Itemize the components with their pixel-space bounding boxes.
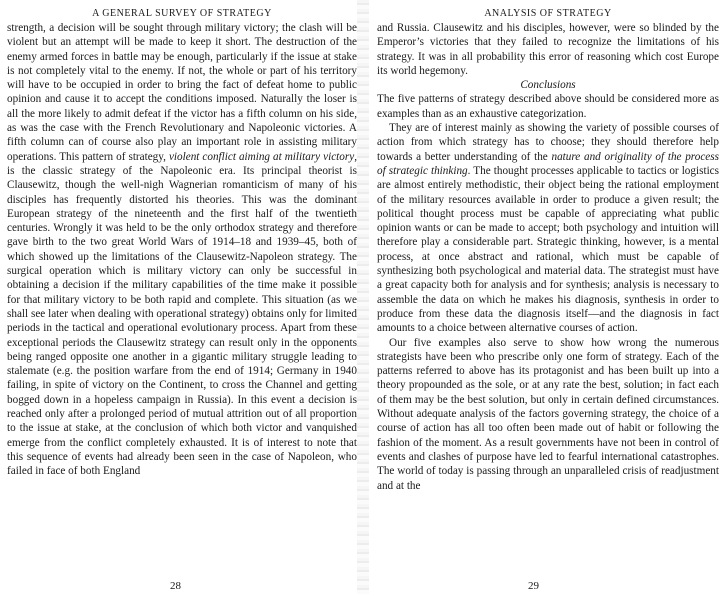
text-segment: The five patterns of strategy described above should be considered more as examples than as an exhaustive categorization. [377, 93, 719, 120]
left-page-number: 28 [170, 580, 181, 592]
text-segment: . The thought processes applicable to tactics or logistics are almost entirely methodistic, their object being the rational employment of the military resources available in order to produce a given result; the political thought process must be capable of appreciating what public opinion wants or can be made to accept; both psychology and intuition will therefore play a considerable part. Strategic thinking, however, is a mental process, at once abstract and rational, which must be capable of synthesizing both psychological and material data. The strategist must have a great capacity both for analysis and for synthesis; analysis is necessary to assemble the data on which he makes his diagnosis, synthesis in order to produce from these data the diagnosis itself—and the diagnosis in fact amounts to a choice between alternative courses of action. [377, 164, 719, 335]
left-paragraph-1 [7, 21, 357, 479]
right-paragraph-2 [377, 121, 719, 335]
italic-segment: violent conflict aiming at military victory [168, 150, 355, 163]
right-opening-paragraph: and Russia. Clausewitz and his disciples, however, were so blinded by the Emperor’s victories that they failed to recognize the limitations of his strategy. It was in all probability this error of reasoning which cost Europe its world hegemony. [377, 22, 719, 77]
text-segment: Our five examples also serve to show how wrong the numerous strategists have been who prescribe only one form of strategy. Each of the patterns referred to above has its protagonist and has been built up into a theory propounded as the sole, or at any rate the best, solution; in fact each of them may be the best solution, but only in certain defined circumstances. Without adequate analysis of the factors governing strategy, the choice of a course of action has all too often been made out of habit or following the fashion of the moment. As a result governments have not been in control of events and clashes of purpose have led to fearful international catastrophes. The world of today is passing through an unparalleled crisis of readjustment and at the [377, 336, 719, 492]
text-segment: They are of interest mainly as showing the variety of possible courses of action from which strategy has to choose; they should therefore help towards a better understanding of the [377, 122, 719, 163]
right-paragraph-3 [377, 336, 719, 493]
right-page-body [377, 21, 719, 493]
text-segment: , is the classic strategy of the Napoleonic era. Its principal theorist is Clausewitz, though the well-nigh Wagnerian romanticism of many of his disciples has frequently distorted his theories. This was the dominant European strategy of the nineteenth and the first half of the twentieth centuries. Wrongly it was held to be the only orthodox strategy and therefore gave birth to the two great World Wars of 1914–18 and 1939–45, both of which showed up the limitations of the Clausewitz-Napoleon strategy. The surgical operation which is military victory can only be successful in obtaining a decision if the military capabilities of the time make it possible for that military victory to be both rapid and complete. This situation (as we shall see later when dealing with operational strategy) obtains only for limited periods in the tactical and operational evolutionary process. Apart from these exceptional periods the Clausewitz strategy can result only in the opponents being ranged opposite one another in a gigantic military struggle leading to stalemate (e.g. the position warfare from the end of 1914; Germany in 1940 failing, in spite of victory on the Continent, to cross the Channel and getting bogged down in a hopeless campaign in Russia). In this event a decision is reached only after a prolonged period of mutual attrition out of all proportion to the issue at stake, at the conclusion of which both victor and vanquished emerge from the conflict completely exhausted. It is of interest to note that this sequence of events had already been seen in the case of Napoleon, who failed in face of both England [7, 150, 358, 478]
left-running-header: A GENERAL SURVEY OF STRATEGY [92, 8, 272, 19]
right-running-header: ANALYSIS OF STRATEGY [484, 8, 612, 19]
left-page-body [7, 21, 357, 479]
right-page-number: 29 [528, 580, 539, 592]
right-page [363, 0, 726, 594]
section-title: Conclusions [520, 79, 576, 92]
text-segment: strength, a decision will be sought through military victory; the clash will be violent but an attempt will be made to keep it short. The destruction of the enemy armed forces in battle may be enough, particularly if the issue at stake is not completely vital to the enemy. If not, the whole or part of his territory will have to be occupied in order to bring the fact of defeat home to public opinion and cause it to accept the conditions imposed. Naturally the loser is all the more likely to admit defeat if the victor has a fifth column on his side, as was the case with the French Revolutionary and Napoleonic victories. A fifth column can of course also play an important role in assisting military operations. This pattern of strategy, [7, 22, 357, 163]
italic-segment: nature and originality of the process of strategic thinking [377, 150, 719, 177]
right-paragraph-1 [377, 92, 719, 121]
